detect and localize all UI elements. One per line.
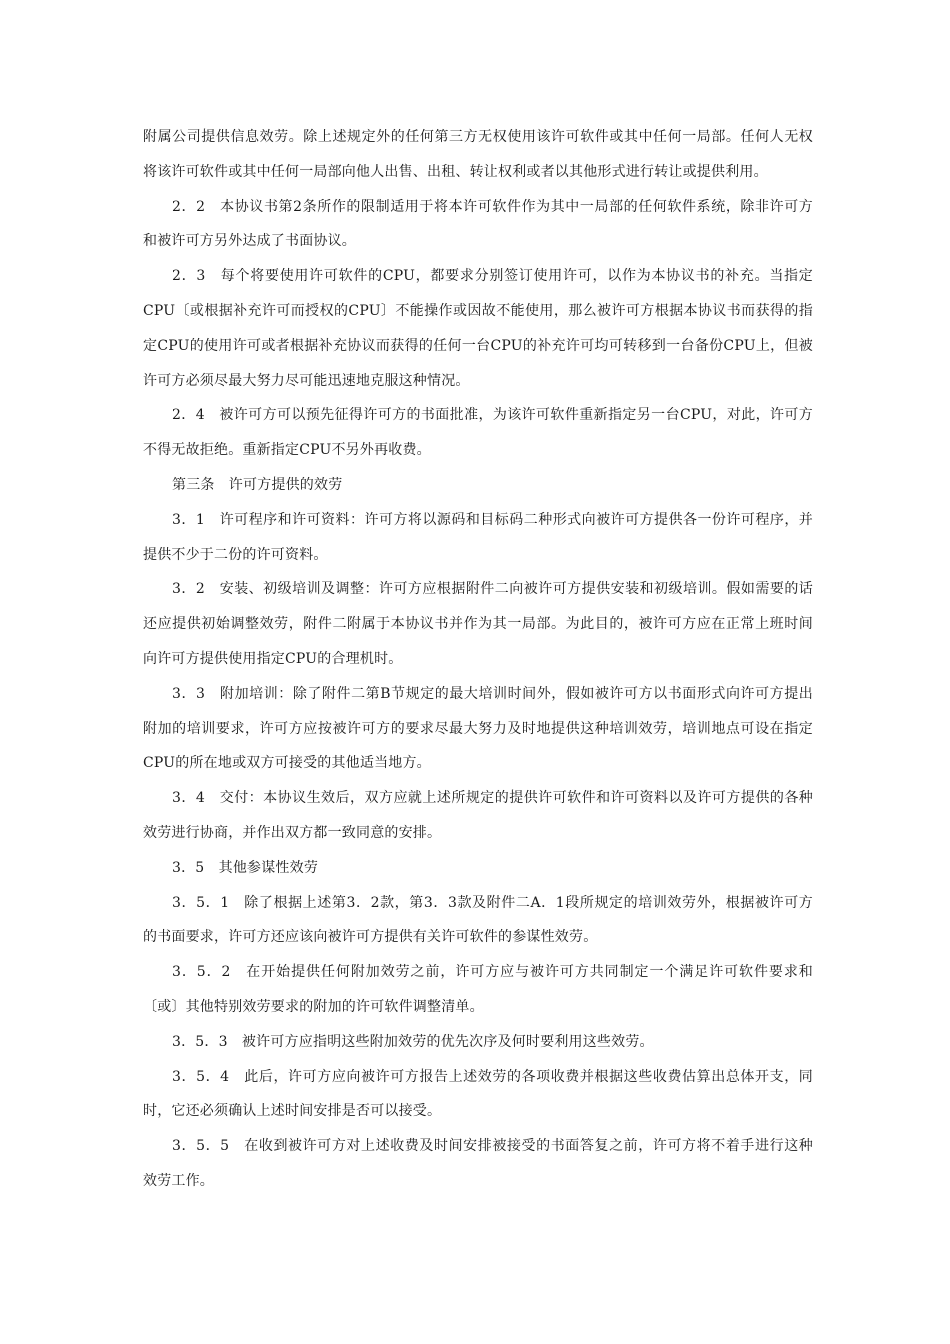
- text-line: 时，它还必须确认上述时间安排是否可以接受。: [143, 1103, 442, 1120]
- text-line: 3．5．5 在收到被许可方对上述收费及时间安排被接受的书面答复之前，许可方将不着手进行这种: [172, 1138, 813, 1155]
- text-line: 和被许可方另外达成了书面协议。: [143, 233, 356, 250]
- text-line: 3．5．2 在开始提供任何附加效劳之前，许可方应与被许可方共同制定一个满足许可软件要求和: [172, 964, 813, 981]
- text-line: 3．4 交付：本协议生效后，双方应就上述所规定的提供许可软件和许可资料以及许可方提供的各种: [172, 790, 813, 807]
- text-line: 将该许可软件或其中任何一局部向他人出售、出租、转让权利或者以其他形式进行转让或提供利用。: [143, 163, 768, 180]
- text-line: 效劳进行协商，并作出双方都一致同意的安排。: [143, 824, 442, 841]
- text-line: 3．1 许可程序和许可资料：许可方将以源码和目标码二种形式向被许可方提供各一份许可程序，并: [172, 511, 813, 528]
- paragraph: [143, 1025, 813, 1060]
- text-line: 第三条 许可方提供的效劳: [172, 476, 343, 493]
- paragraph: [143, 1129, 813, 1199]
- text-line: 〔或〕其他特别效劳要求的附加的许可软件调整清单。: [143, 998, 484, 1015]
- text-line: 3．5．1 除了根据上述第3．2款，第3．3款及附件二A．1段所规定的培训效劳外，根据被许可方: [172, 894, 813, 911]
- paragraph: [143, 1060, 813, 1130]
- paragraph: [143, 851, 813, 886]
- text-line: 附属公司提供信息效劳。除上述规定外的任何第三方无权使用该许可软件或其中任何一局部。任何人无权: [143, 129, 813, 145]
- text-line: 2．2 本协议书第2条所作的限制适用于将本许可软件作为其中一局部的任何软件系统，除非许可方: [172, 198, 813, 215]
- text-line: 许可方必须尽最大努力尽可能迅速地克服这种情况。: [143, 372, 470, 389]
- text-line: CPU〔或根据补充许可而授权的CPU〕不能操作或因故不能使用，那么被许可方根据本协议书而获得的指: [143, 302, 813, 319]
- paragraph: [143, 781, 813, 851]
- document-body: [143, 120, 813, 1199]
- text-line: 附加的培训要求，许可方应按被许可方的要求尽最大努力及时地提供这种培训效劳，培训地点可设在指定: [143, 720, 813, 737]
- paragraph: [143, 503, 813, 573]
- text-line: 的书面要求，许可方还应该向被许可方提供有关许可软件的参谋性效劳。: [143, 929, 598, 946]
- text-line: 2．3 每个将要使用许可软件的CPU，都要求分别签订使用许可，以作为本协议书的补充。当指定: [172, 268, 813, 285]
- paragraph: [143, 468, 813, 503]
- text-line: 提供不少于二份的许可资料。: [143, 546, 328, 563]
- paragraph: [143, 572, 813, 676]
- text-line: 3．5．4 此后，许可方应向被许可方报告上述效劳的各项收费并根据这些收费估算出总体开支，同: [172, 1068, 813, 1085]
- text-line: 3．5 其他参谋性效劳: [172, 859, 319, 876]
- paragraph: [143, 190, 813, 260]
- text-line: 3．3 附加培训：除了附件二第B节规定的最大培训时间外，假如被许可方以书面形式向许可方提出: [172, 685, 813, 702]
- text-line: 还应提供初始调整效劳，附件二附属于本协议书并作为其一局部。为此目的，被许可方应在正常上班时间: [143, 616, 813, 633]
- text-line: CPU的所在地或双方可接受的其他适当地方。: [143, 755, 431, 772]
- text-line: 向许可方提供使用指定CPU的合理机时。: [143, 650, 403, 667]
- paragraph: [143, 398, 813, 468]
- paragraph: [143, 955, 813, 1025]
- paragraph: [143, 677, 813, 781]
- text-line: 3．5．3 被许可方应指明这些附加效劳的优先次序及何时要利用这些效劳。: [172, 1033, 654, 1050]
- text-line: 效劳工作。: [143, 1172, 214, 1189]
- text-line: 3．2 安装、初级培训及调整：许可方应根据附件二向被许可方提供安装和初级培训。假如需要的话: [172, 581, 813, 598]
- paragraph: [143, 120, 813, 190]
- paragraph: [143, 886, 813, 956]
- text-line: 2．4 被许可方可以预先征得许可方的书面批准，为该许可软件重新指定另一台CPU，对此，许可方: [172, 407, 813, 424]
- paragraph: [143, 259, 813, 398]
- text-line: 定CPU的使用许可或者根据补充协议而获得的任何一台CPU的补充许可均可转移到一台备份CPU上，但被: [143, 337, 813, 354]
- text-line: 不得无故拒绝。重新指定CPU不另外再收费。: [143, 442, 431, 459]
